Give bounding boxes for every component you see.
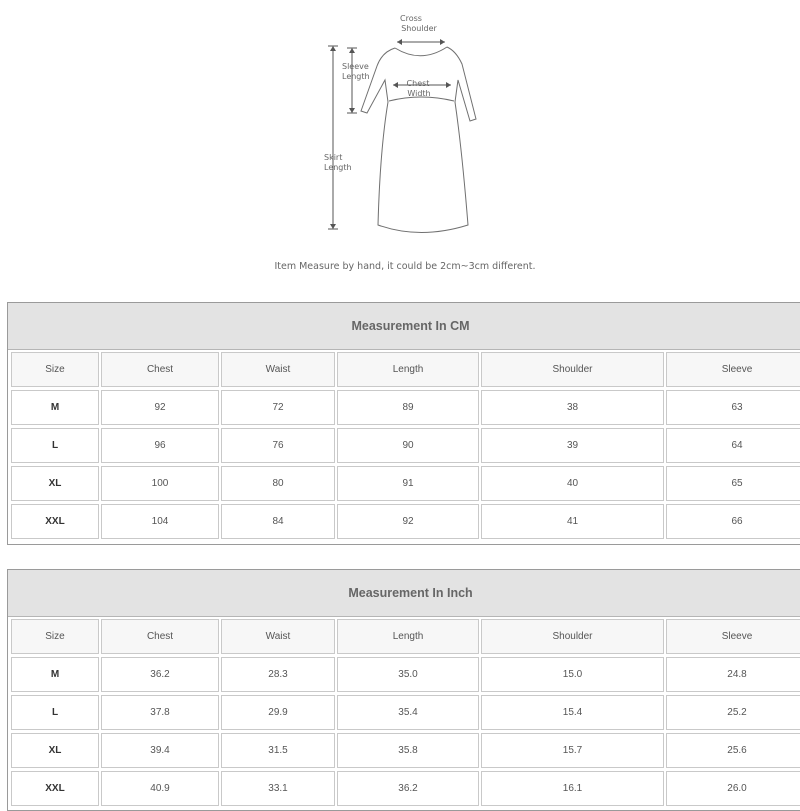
header-length: Length (337, 352, 479, 387)
table-cell: 15.4 (481, 695, 664, 730)
table-cell: 40 (481, 466, 664, 501)
table-cell: 15.7 (481, 733, 664, 768)
table-cell: 31.5 (221, 733, 335, 768)
cross-label-line1: Cross (400, 14, 422, 23)
cm-size-table (7, 302, 800, 545)
skirt-label-line2: Length (324, 163, 352, 172)
table-cell: 96 (101, 428, 219, 463)
table-cell: 92 (101, 390, 219, 425)
table-cell: 35.0 (337, 657, 479, 692)
table-cell-size: XXL (11, 504, 99, 539)
table-cell: 36.2 (101, 657, 219, 692)
table-cell: 25.6 (666, 733, 800, 768)
table-cell: 90 (337, 428, 479, 463)
header-chest: Chest (101, 352, 219, 387)
table-cell-size: M (11, 657, 99, 692)
table-cell: 72 (221, 390, 335, 425)
table-cell: 29.9 (221, 695, 335, 730)
header-size: Size (11, 352, 99, 387)
cross-label-line2: Shoulder (401, 24, 437, 33)
table-cell: 104 (101, 504, 219, 539)
header-chest: Chest (101, 619, 219, 654)
table-cell: 40.9 (101, 771, 219, 806)
table-cell: 35.4 (337, 695, 479, 730)
table-cell: 63 (666, 390, 800, 425)
table-cell: 16.1 (481, 771, 664, 806)
table-cell: 25.2 (666, 695, 800, 730)
sleeve-label-line2: Length (342, 72, 370, 81)
header-shoulder: Shoulder (481, 352, 664, 387)
table-cell: 15.0 (481, 657, 664, 692)
table-cell: 80 (221, 466, 335, 501)
table-cell: 39 (481, 428, 664, 463)
table-cell: 37.8 (101, 695, 219, 730)
table-cell-size: L (11, 695, 99, 730)
table-cell: 36.2 (337, 771, 479, 806)
table-cell: 92 (337, 504, 479, 539)
table-cell-size: XL (11, 466, 99, 501)
chest-label-line1: Chest (406, 79, 430, 88)
table-cell-size: XL (11, 733, 99, 768)
header-waist: Waist (221, 619, 335, 654)
chest-label-line2: Width (407, 89, 431, 98)
table-cell-size: XXL (11, 771, 99, 806)
table-cell: 33.1 (221, 771, 335, 806)
header-size: Size (11, 619, 99, 654)
table-cell: 91 (337, 466, 479, 501)
table-cell: 39.4 (101, 733, 219, 768)
inch-size-table (7, 569, 800, 811)
table-cell: 66 (666, 504, 800, 539)
header-length: Length (337, 619, 479, 654)
cm-table-title: Measurement In CM (8, 303, 800, 350)
table-cell-size: M (11, 390, 99, 425)
skirt-label-line1: Skirt (324, 153, 343, 162)
table-cell: 38 (481, 390, 664, 425)
measurement-note: Item Measure by hand, it could be 2cm~3cm different. (274, 261, 536, 272)
header-sleeve: Sleeve (666, 352, 800, 387)
table-cell-size: L (11, 428, 99, 463)
table-cell: 65 (666, 466, 800, 501)
header-waist: Waist (221, 352, 335, 387)
table-cell: 28.3 (221, 657, 335, 692)
dress-outline (361, 47, 476, 233)
inch-table-title: Measurement In Inch (8, 570, 800, 617)
table-cell: 76 (221, 428, 335, 463)
table-cell: 24.8 (666, 657, 800, 692)
table-cell: 89 (337, 390, 479, 425)
sleeve-label-line1: Sleeve (342, 62, 369, 71)
table-cell: 35.8 (337, 733, 479, 768)
header-shoulder: Shoulder (481, 619, 664, 654)
header-sleeve: Sleeve (666, 619, 800, 654)
dress-measurement-diagram (0, 0, 800, 250)
table-cell: 100 (101, 466, 219, 501)
table-cell: 26.0 (666, 771, 800, 806)
table-cell: 41 (481, 504, 664, 539)
table-cell: 64 (666, 428, 800, 463)
table-cell: 84 (221, 504, 335, 539)
